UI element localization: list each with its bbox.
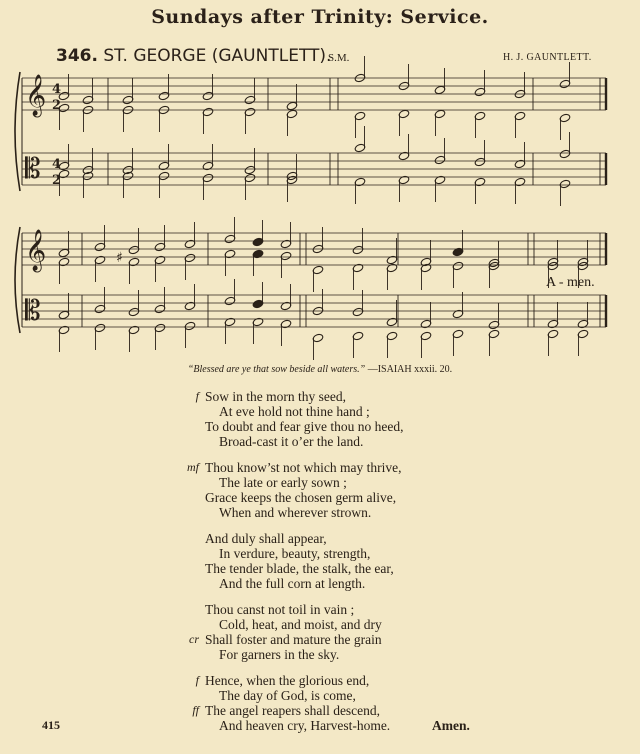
system-brace — [15, 72, 20, 191]
treble-clef: 𝄞 — [25, 75, 47, 116]
hymn-number: 346. — [56, 46, 98, 66]
verse-text: For garners in the sky. — [219, 647, 340, 662]
hymn-composer: H. J. GAUNTLETT. — [503, 52, 592, 63]
verse-text: To doubt and fear give thou no heed, — [205, 419, 404, 434]
alto-clef: 𝄡 — [25, 294, 41, 327]
stanza — [0, 531, 640, 591]
verse-text: In verdure, beauty, strength, — [219, 546, 371, 561]
verse-line — [0, 576, 640, 591]
stanza — [0, 673, 640, 733]
verse-line — [0, 718, 640, 733]
epigraph-reference: —ISAIAH xxxii. 20. — [367, 364, 453, 375]
verse-line — [0, 490, 640, 505]
verse-text: And the full corn at length. — [219, 576, 366, 591]
verse-line — [0, 617, 640, 632]
verse-line — [0, 688, 640, 703]
running-head: Sundays after Trinity: Service. — [151, 6, 489, 28]
verse-text: Hence, when the glorious end, — [205, 673, 370, 688]
verse-text: Shall foster and mature the grain — [205, 632, 382, 647]
hymn-meter: S.M. — [328, 52, 350, 64]
verse-text: The day of God, is come, — [219, 688, 356, 703]
verse-text: Sow in the morn thy seed, — [205, 389, 346, 404]
verse-line — [0, 703, 640, 718]
epigraph-quote: “Blessed are ye that sow beside all waters.” — [187, 364, 366, 375]
verse-line — [0, 460, 640, 475]
verse-line — [0, 389, 640, 404]
tune-name: ST. GEORGE (GAUNTLETT). — [103, 46, 332, 66]
dynamic-marking: cr — [189, 632, 199, 646]
verse-text: The late or early sown ; — [219, 475, 347, 490]
verse-line — [0, 531, 640, 546]
verse-text: At eve hold not thine hand ; — [219, 404, 370, 419]
verse-text: Thou know’st not which may thrive, — [205, 460, 402, 475]
verse-line — [0, 647, 640, 662]
verse-text: And heaven cry, Harvest-home. — [219, 718, 391, 733]
dynamic-marking: ff — [192, 703, 199, 717]
epigraph — [0, 364, 640, 375]
time-signature-top: 4 — [52, 157, 62, 172]
alto-clef: 𝄡 — [25, 152, 41, 185]
verse-line — [0, 404, 640, 419]
verse-line — [0, 673, 640, 688]
music-score — [0, 0, 640, 360]
verse-text: And duly shall appear, — [205, 531, 327, 546]
verse-text: Broad-cast it o’er the land. — [219, 434, 364, 449]
stanza — [0, 460, 640, 520]
stanza — [0, 389, 640, 449]
verse-text: The angel reapers shall descend, — [205, 703, 381, 718]
hymn-text — [0, 389, 640, 744]
verse-line — [0, 602, 640, 617]
time-signature-top: 4 — [52, 82, 62, 97]
verse-line — [0, 632, 640, 647]
page-number: 415 — [42, 718, 60, 732]
dynamic-marking: mf — [187, 460, 199, 474]
amen-text: Amen. — [432, 718, 470, 733]
verse-line — [0, 434, 640, 449]
treble-clef: 𝄞 — [25, 230, 47, 271]
verse-line — [0, 561, 640, 576]
dynamic-marking: f — [195, 389, 199, 403]
amen-lyric: A - men. — [546, 275, 595, 290]
verse-text: Grace keeps the chosen germ alive, — [205, 490, 397, 505]
sharp-accidental: ♯ — [116, 250, 123, 266]
time-signature-bottom: 2 — [52, 173, 62, 188]
verse-text: The tender blade, the stalk, the ear, — [205, 561, 394, 576]
verse-text: When and wherever strown. — [219, 505, 372, 520]
dynamic-marking: f — [195, 673, 199, 687]
verse-line — [0, 419, 640, 434]
system-brace — [15, 227, 20, 333]
verse-line — [0, 546, 640, 561]
time-signature-bottom: 2 — [52, 98, 62, 113]
verse-line — [0, 475, 640, 490]
verse-line — [0, 505, 640, 520]
stanza — [0, 602, 640, 662]
verse-text: Thou canst not toil in vain ; — [205, 602, 355, 617]
verse-text: Cold, heat, and moist, and dry — [219, 617, 382, 632]
